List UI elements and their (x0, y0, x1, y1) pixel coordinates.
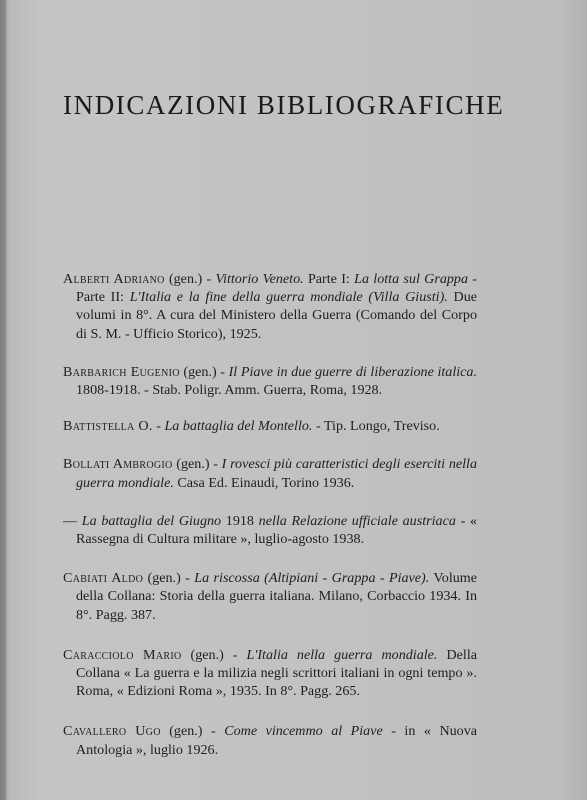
entry-title: L'Italia e la fine della guerra mondiale (Villa Giusti). (129, 289, 448, 306)
entry-author: Bollati Ambrogio (63, 456, 173, 473)
entry-author: Cabiati Aldo (63, 570, 144, 587)
entry-author: Cavallero Ugo (63, 723, 161, 740)
entry-title: Vittorio Veneto. (215, 271, 304, 287)
bibliography-entry (63, 270, 477, 343)
entry-text: Parte I: (303, 271, 355, 287)
entry-title: L'Italia nella guerra mondiale. (246, 646, 438, 663)
entry-author: Alberti Adriano (63, 271, 165, 287)
entry-author: Caracciolo Mario (63, 646, 182, 663)
entry-text: - Tip. Longo, Treviso. (312, 418, 440, 435)
entry-text: Casa Ed. Einaudi, Torino 1936. (173, 474, 355, 491)
entry-text: - « Rassegna di Cultura militare », luglio-agosto 1938. (76, 512, 477, 548)
entry-title: nella Relazione ufficiale austriaca (258, 512, 456, 529)
entry-title: I rovesci più caratteristici degli eserciti nella guerra mondiale. (76, 456, 478, 491)
bibliography-entry (63, 455, 477, 491)
entry-text: (gen.) - (179, 363, 229, 380)
bibliography-entry (63, 569, 477, 624)
entry-text: Volume della Collana: Storia della guerra italiana. Milano, Corbaccio 1934. In 8°. Pagg. 387. (76, 570, 478, 623)
entry-text: (gen.) - (164, 271, 216, 287)
entry-title: La riscossa (Altipiani - Grappa - Piave). (194, 570, 430, 587)
entry-text: (gen.) - (160, 723, 225, 740)
entry-text: 1808-1918. - Stab. Poligr. Amm. Guerra, Roma, 1928. (76, 382, 383, 399)
entry-title: La battaglia del Montello. (164, 418, 313, 435)
entry-text: Della Collana « La guerra e la milizia negli scrittori italiani in ogni tempo ». Roma, « Edizioni Roma », 1935. In 8°. Pagg. 265. (76, 646, 477, 700)
bibliography-list (63, 270, 477, 773)
page-binding-edge (0, 0, 6, 800)
entry-title: La lotta sul Grappa (354, 271, 469, 287)
entry-title: Il Piave in due guerre di liberazione italica. (228, 363, 477, 380)
entry-text: (gen.) - (181, 646, 247, 663)
bibliography-entry (63, 722, 477, 758)
entry-author: Battistella O. (63, 418, 153, 435)
entry-title: La battaglia del Giugno (81, 512, 222, 529)
bibliography-entry (63, 363, 477, 399)
entry-text: - (152, 418, 165, 435)
entry-text: (gen.) - (172, 456, 222, 473)
page-title: INDICAZIONI BIBLIOGRAFICHE (63, 90, 505, 121)
bibliography-entry (63, 417, 477, 435)
entry-text: Due volumi in 8°. A cura del Ministero della Guerra (Comando del Corpo di S. M. - Ufficio Storico), 1925. (76, 289, 477, 342)
entry-text: - Parte II: (76, 271, 477, 306)
entry-text: - in « Nuova Antologia », luglio 1926. (76, 723, 478, 758)
entry-author: Barbarich Eugenio (63, 363, 180, 380)
bibliography-entry (63, 646, 477, 701)
entry-text: (gen.) - (143, 570, 195, 587)
entry-dash: — (63, 512, 82, 529)
bibliography-entry (63, 512, 477, 548)
entry-text: 1918 (221, 512, 259, 529)
entry-title: Come vincemmo al Piave (224, 723, 383, 740)
